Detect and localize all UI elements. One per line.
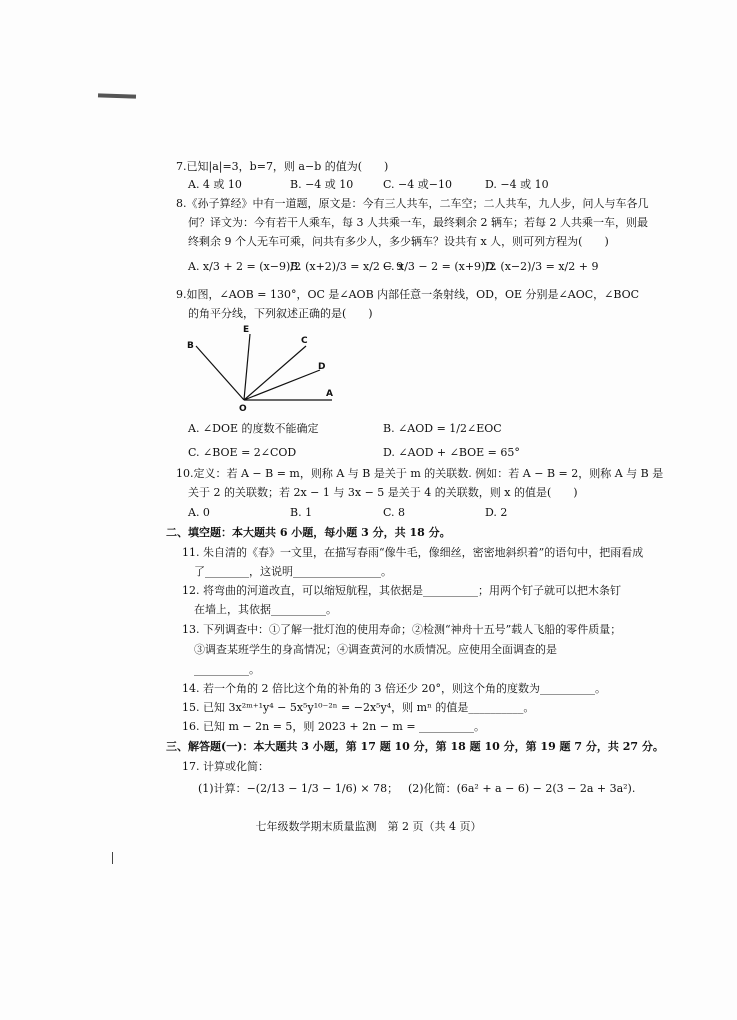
q9-line-1: 9.如图，∠AOB = 130°，OC 是∠AOB 内部任意一条射线，OD，OE 分别是∠AOC，∠BOC <box>176 288 640 301</box>
section-2-heading: 二、填空题：本大题共 6 小题，每小题 3 分，共 18 分。 <box>166 526 451 539</box>
q17-stem: 17. 计算或化简： <box>182 760 269 773</box>
q8-option-d: D. (x−2)/3 = x/2 + 9 <box>485 260 599 273</box>
q14: 14. 若一个角的 2 倍比这个角的补角的 3 倍还少 20°，则这个角的度数为__________。 <box>182 682 606 695</box>
q9-option-b: B. ∠AOD = 1/2∠EOC <box>383 422 502 435</box>
q8-option-b: B. (x+2)/3 = x/2 − 9 <box>290 260 404 273</box>
q8-line-2: 何？译文为：今有若干人乘车，每 3 人共乘一车，最终剩余 2 辆车；若每 2 人共乘一车，则最 <box>188 216 648 229</box>
q13-line-2: ③调查某班学生的身高情况；④调查黄河的水质情况。应使用全面调查的是 <box>194 643 557 656</box>
q10-line-2: 关于 2 的关联数；若 2x − 1 与 3x − 5 是关于 4 的关联数，则 x 的值是( ) <box>188 486 578 499</box>
q17-part-1: (1)计算：−(2/13 − 1/3 − 1/6) × 78； <box>198 782 399 795</box>
q8-option-c: C. x/3 − 2 = (x+9)/2 <box>383 260 497 273</box>
ray-oc <box>244 346 306 400</box>
q9-option-c: C. ∠BOE = 2∠COD <box>188 446 297 459</box>
q16: 16. 已知 m − 2n = 5，则 2023 + 2n − m = __________。 <box>182 720 486 733</box>
angle-figure <box>180 322 340 414</box>
q13-line-3: __________。 <box>194 663 260 676</box>
ray-oe <box>244 334 250 400</box>
q9-option-d: D. ∠AOD + ∠BOE = 65° <box>383 446 520 459</box>
q9-option-a: A. ∠DOE 的度数不能确定 <box>188 422 319 435</box>
q7-option-a: A. 4 或 10 <box>188 178 242 191</box>
q11-line-2: 了________，这说明________________。 <box>194 565 392 578</box>
q12-line-1: 12. 将弯曲的河道改直，可以缩短航程，其依据是__________；用两个钉子就可以把木条钉 <box>182 584 621 597</box>
q7-option-b: B. −4 或 10 <box>290 178 354 191</box>
q13-line-1: 13. 下列调查中：①了解一批灯泡的使用寿命；②检测“神舟十五号”载人飞船的零件质量； <box>182 623 622 636</box>
ray-od <box>244 370 320 400</box>
q10-option-d: D. 2 <box>485 506 508 519</box>
q7-stem: 7.已知|a|=3，b=7，则 a−b 的值为( ) <box>176 160 389 173</box>
label-o: O <box>239 404 247 414</box>
q7-option-c: C. −4 或−10 <box>383 178 452 191</box>
scan-mark <box>98 93 136 98</box>
ray-ob <box>196 346 244 400</box>
page-footer: 七年级数学期末质量监测 第 2 页（共 4 页） <box>255 820 482 833</box>
q8-option-a: A. x/3 + 2 = (x−9)/2 <box>188 260 301 273</box>
q11-line-1: 11. 朱自清的《春》一文里，在描写春雨“像牛毛，像细丝，密密地斜织着”的语句中，把雨看成 <box>182 546 644 559</box>
q10-line-1: 10.定义：若 A − B = m，则称 A 与 B 是关于 m 的关联数. 例如：若 A − B = 2，则称 A 与 B 是 <box>176 467 664 480</box>
section-3-heading: 三、解答题(一)：本大题共 3 小题，第 17 题 10 分，第 18 题 10 分，第 19 题 7 分，共 27 分。 <box>166 740 664 753</box>
q10-option-b: B. 1 <box>290 506 313 519</box>
q8-line-1: 8.《孙子算经》中有一道题，原文是：今有三人共车，二车空；二人共车，九人步，问人与车各几 <box>176 197 649 210</box>
q10-option-c: C. 8 <box>383 506 406 519</box>
label-c: C <box>301 336 308 346</box>
q7-option-d: D. −4 或 10 <box>485 178 549 191</box>
q10-option-a: A. 0 <box>188 506 210 519</box>
q15: 15. 已知 3x²ᵐ⁺¹y⁴ − 5x⁵y¹⁰⁻²ⁿ = −2x⁵y⁴，则 mⁿ 的值是__________。 <box>182 701 535 714</box>
q9-line-2: 的角平分线，下列叙述正确的是( ) <box>188 307 373 320</box>
q8-line-3: 终剩余 9 个人无车可乘，问共有多少人，多少辆车？设共有 x 人，则可列方程为( ) <box>188 235 609 248</box>
scan-stroke <box>112 852 113 864</box>
label-b: B <box>187 341 194 351</box>
label-a: A <box>326 389 333 399</box>
q17-part-2: (2)化简：(6a² + a − 6) − 2(3 − 2a + 3a²). <box>408 782 636 795</box>
q12-line-2: 在墙上，其依据__________。 <box>194 603 337 616</box>
label-d: D <box>318 362 326 372</box>
label-e: E <box>243 325 250 335</box>
